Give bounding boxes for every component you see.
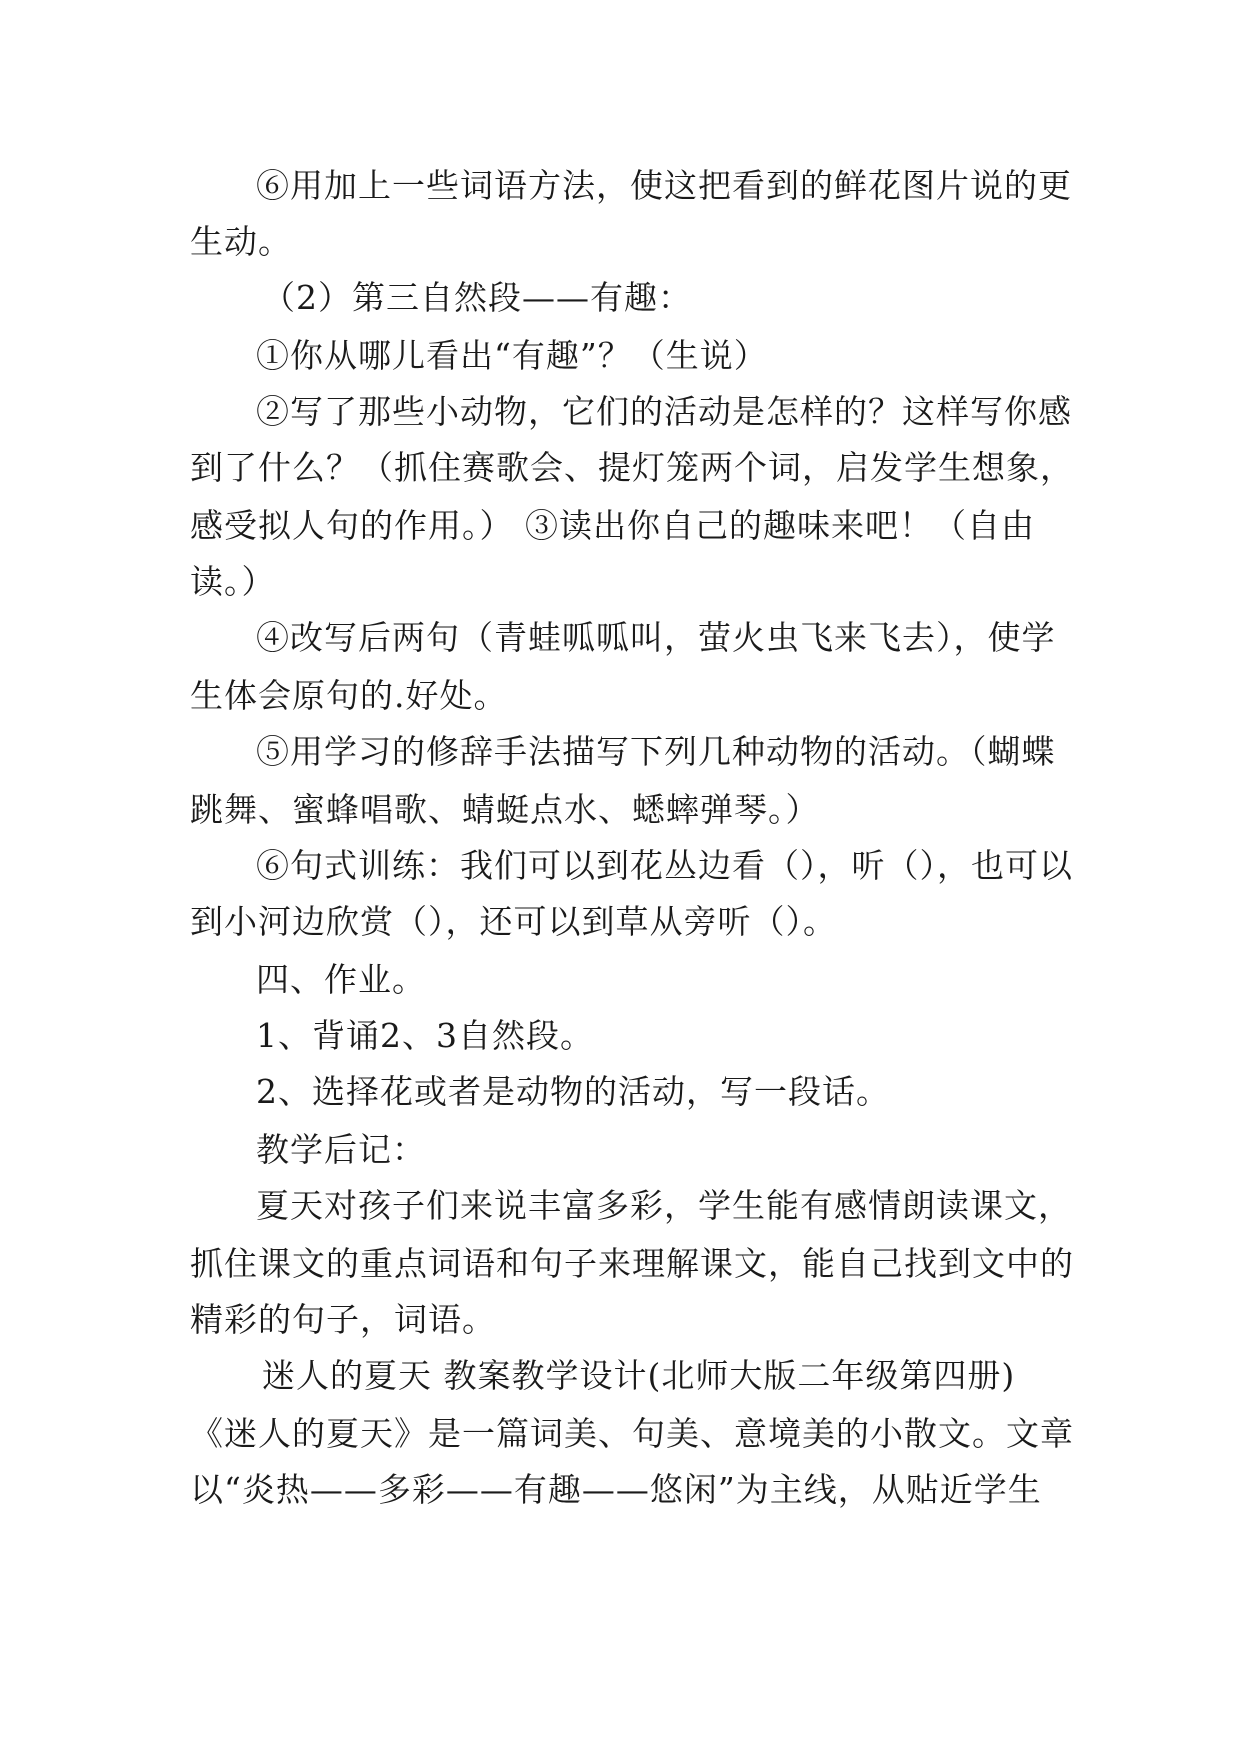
text-line: 到了什么？（抓住赛歌会、提灯笼两个词，启发学生想象，	[190, 448, 1074, 487]
text-line: 四、作业。	[256, 960, 426, 999]
text-line: ⑥句式训练：我们可以到花丛边看（），听（），也可以	[256, 846, 1073, 885]
text-line: 读。）	[190, 562, 276, 601]
text-line: 夏天对孩子们来说丰富多彩，学生能有感情朗读课文，	[256, 1186, 1072, 1225]
text-line: 生体会原句的.好处。	[190, 676, 508, 715]
text-line: 教学后记：	[256, 1130, 426, 1169]
text-line: ②写了那些小动物，它们的活动是怎样的？这样写你感	[256, 392, 1072, 431]
text-line: 2、选择花或者是动物的活动，写一段话。	[256, 1072, 890, 1111]
text-line: 以“炎热——多彩——有趣——悠闲”为主线，从贴近学生	[190, 1470, 1042, 1509]
text-line: 生动。	[190, 222, 292, 261]
text-line: 抓住课文的重点词语和句子来理解课文，能自己找到文中的	[190, 1244, 1074, 1283]
text-line: 精彩的句子，词语。	[190, 1300, 496, 1339]
text-line: 1、背诵2、3自然段。	[256, 1016, 594, 1055]
text-line: 跳舞、蜜蜂唱歌、蜻蜓点水、蟋蟀弹琴。）	[190, 790, 820, 829]
text-line: 迷人的夏天 教案教学设计(北师大版二年级第四册)	[262, 1356, 1016, 1395]
text-line: ⑤用学习的修辞手法描写下列几种动物的活动。（蝴蝶	[256, 732, 1056, 771]
text-line: 到小河边欣赏（），还可以到草从旁听（）。	[190, 902, 837, 941]
text-line: ①你从哪儿看出“有趣”？（生说）	[256, 336, 768, 375]
text-line: 感受拟人句的作用。） ③读出你自己的趣味来吧！（自由	[190, 506, 1035, 545]
text-line: ⑥用加上一些词语方法，使这把看到的鲜花图片说的更	[256, 166, 1072, 205]
text-line: （2）第三自然段——有趣：	[262, 278, 692, 317]
text-line: ④改写后两句（青蛙呱呱叫，萤火虫飞来飞去），使学	[256, 618, 1056, 657]
text-line: 《迷人的夏天》是一篇词美、句美、意境美的小散文。文章	[190, 1414, 1074, 1453]
